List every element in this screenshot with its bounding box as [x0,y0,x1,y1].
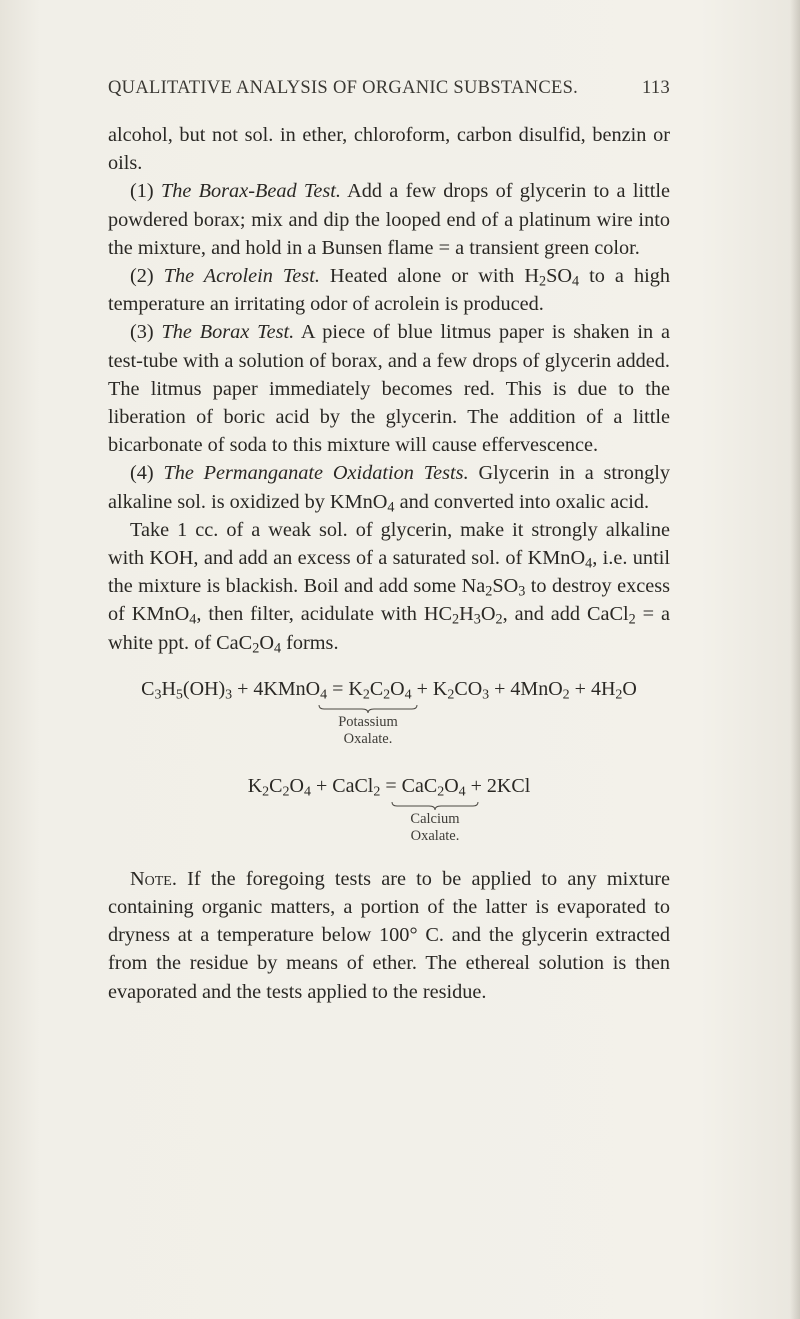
label-potassium: Potassium [338,713,398,730]
paragraph-permanganate-test: (4) The Permanganate Oxidation Tests. Glycerin in a strongly alkaline sol. is oxidized by KMnO$_4$ and converted into oxalic acid. [108,462,670,516]
label-oxalate: Oxalate. [343,730,393,747]
paragraph-borax-test: (3) The Borax Test. A piece of blue litmus paper is shaken in a test-tube with a solution of borax, and a few drops of glycerin added. The litmus paper immediately becomes red. This is due to the liberation of boric acid by the glycerin. The addition of a little bicarbonate of soda to this mixture will cause effervescence. [108,321,671,457]
running-title: QUALITATIVE ANALYSIS OF ORGANIC SUBSTANCES. [108,78,579,98]
test-title: The Borax-Bead Test. [160,180,341,203]
test-title: The Borax Test. [161,321,295,344]
underbrace-potassium-oxalate [318,704,418,714]
page-content [108,78,670,1006]
test-title: The Permanganate Oxidation Tests. [163,462,469,485]
test-title: The Acrolein Test. [163,265,320,288]
note-heading: Note. [130,867,177,890]
page-edge-shadow [790,0,800,1319]
paragraph-procedure: Take 1 cc. of a weak sol. of glycerin, make it strongly alkaline with KOH, and add an excess of a saturated sol. of KMnO$_4$, i.e. until the mixture is blackish. Boil and add some $Na_2SO_3$ to destroy excess of KMnO$_4$, then filter, acidulate with $HC_2H_3O_2$, and add CaCl$_2$ = a white ppt. of $CaC_2O_4$ forms. [108,518,671,657]
underbrace-calcium-oxalate [391,801,479,811]
paragraph-note: Note. If the foregoing tests are to be applied to any mixture containing organic matters, a portion of the latter is evaporated to dryness at a temperature below 100° C. and the glycerin extracted from the residue by means of ether. The ethereal solution is then evaporated and the tests applied to the residue. [108,867,670,1003]
label-calcium: Calcium [410,810,460,827]
label-oxalate: Oxalate. [410,827,460,844]
paragraph-continuation: alcohol, but not sol. in ether, chloroform, carbon disulfid, benzin or oils. [108,124,670,175]
equation-oxidation: $C_3H_5(OH)_3$ + 4KMnO$_4$ = $K_2C_2O_4 + K_2CO_3 + 4MnO_2 + 4H_2O$ [141,677,637,703]
page-number: 113 [642,78,670,98]
running-header [108,78,670,99]
paragraph-borax-bead-test: (1) The Borax-Bead Test. Add a few drops of glycerin to a little powdered borax; mix and dip the looped end of a platinum wire into the mixture, and hold in a Bunsen flame = a transient green color. [108,180,670,259]
paragraph-acrolein-test: (2) The Acrolein Test. Heated alone or with $H_2SO_4$ to a high temperature an irritating odor of acrolein is produced. [108,265,671,316]
equation-precipitation: $K_2C_2O_4$ + CaCl$_2$ = $CaC_2O_4 + 2KCl$ [247,774,531,800]
